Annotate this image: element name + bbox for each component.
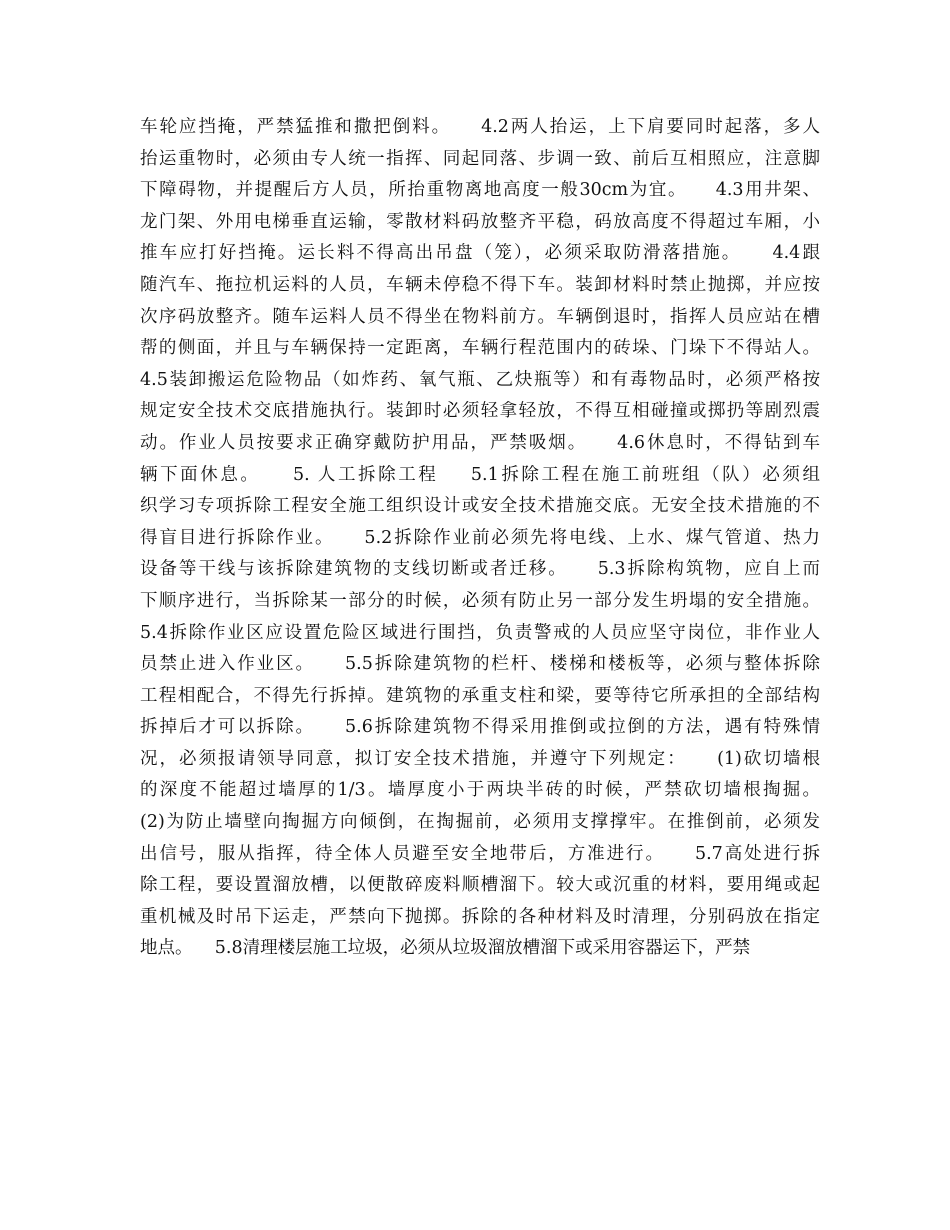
text-line: 抬运重物时，必须由专人统一指挥、同起同落、步调一致、前后互相照应，注意脚 <box>140 148 820 169</box>
text-line: 推车应打好挡掩。运长料不得高出吊盘（笼），必须采取防滑落措施。 4.4跟 <box>140 243 820 264</box>
text-line: 下障碍物，并提醒后方人员，所抬重物离地高度一般30cm为宜。 4.3用井架、 <box>140 180 820 201</box>
text-line: 车轮应挡掩，严禁猛推和撒把倒料。 4.2两人抬运，上下肩要同时起落，多人 <box>140 117 820 137</box>
text-line: 辆下面休息。 5. 人工拆除工程 5.1拆除工程在施工前班组（队）必须组 <box>140 464 820 485</box>
text-line: 的深度不能超过墙厚的1/3。墙厚度小于两块半砖的时候，严禁砍切墙根掏掘。 <box>140 780 820 801</box>
text-line: 重机械及时吊下运走，严禁向下抛掷。拆除的各种材料及时清理，分别码放在指定 <box>140 906 820 927</box>
text-line: 帮的侧面，并且与车辆保持一定距离，车辆行程范围内的砖垛、门垛下不得站人。 <box>140 338 820 359</box>
text-line: 设备等干线与该拆除建筑物的支线切断或者迁移。 5.3拆除构筑物，应自上而 <box>140 559 820 580</box>
text-line: (2)为防止墙壁向掏掘方向倾倒，在掏掘前，必须用支撑撑牢。在推倒前，必须发 <box>140 812 820 833</box>
text-line: 得盲目进行拆除作业。 5.2拆除作业前必须先将电线、上水、煤气管道、热力 <box>140 527 820 548</box>
text-line: 龙门架、外用电梯垂直运输，零散材料码放整齐平稳，码放高度不得超过车厢，小 <box>140 211 820 232</box>
text-line: 次序码放整齐。随车运料人员不得坐在物料前方。车辆倒退时，指挥人员应站在槽 <box>140 306 820 327</box>
text-line: 拆掉后才可以拆除。 5.6拆除建筑物不得采用推倒或拉倒的方法，遇有特殊情 <box>140 717 820 738</box>
text-line: 员禁止进入作业区。 5.5拆除建筑物的栏杆、楼梯和楼板等，必须与整体拆除 <box>140 654 820 675</box>
text-line: 出信号，服从指挥，待全体人员避至安全地带后，方准进行。 5.7高处进行拆 <box>140 843 820 864</box>
text-line: 4.5装卸搬运危险物品（如炸药、氧气瓶、乙炔瓶等）和有毒物品时，必须严格按 <box>140 369 820 390</box>
text-line: 下顺序进行，当拆除某一部分的时候，必须有防止另一部分发生坍塌的安全措施。 <box>140 590 820 611</box>
text-line: 规定安全技术交底措施执行。装卸时必须轻拿轻放，不得互相碰撞或掷扔等剧烈震 <box>140 401 820 422</box>
text-line: 随汽车、拖拉机运料的人员，车辆未停稳不得下车。装卸材料时禁止抛掷，并应按 <box>140 274 820 295</box>
text-line: 况，必须报请领导同意，拟订安全技术措施，并遵守下列规定： (1)砍切墙根 <box>140 748 820 769</box>
text-line: 5.4拆除作业区应设置危险区域进行围挡，负责警戒的人员应坚守岗位，非作业人 <box>140 622 820 643</box>
text-line: 动。作业人员按要求正确穿戴防护用品，严禁吸烟。 4.6休息时，不得钻到车 <box>140 432 820 453</box>
text-line: 除工程，要设置溜放槽，以便散碎废料顺槽溜下。较大或沉重的材料，要用绳或起 <box>140 875 820 896</box>
document-page <box>140 112 820 965</box>
text-line: 工程相配合，不得先行拆掉。建筑物的承重支柱和梁，要等待它所承担的全部结构 <box>140 685 820 706</box>
text-line: 织学习专项拆除工程安全施工组织设计或安全技术措施交底。无安全技术措施的不 <box>140 496 820 517</box>
text-line: 地点。 5.8清理楼层施工垃圾，必须从垃圾溜放槽溜下或采用容器运下，严禁 <box>140 938 751 959</box>
